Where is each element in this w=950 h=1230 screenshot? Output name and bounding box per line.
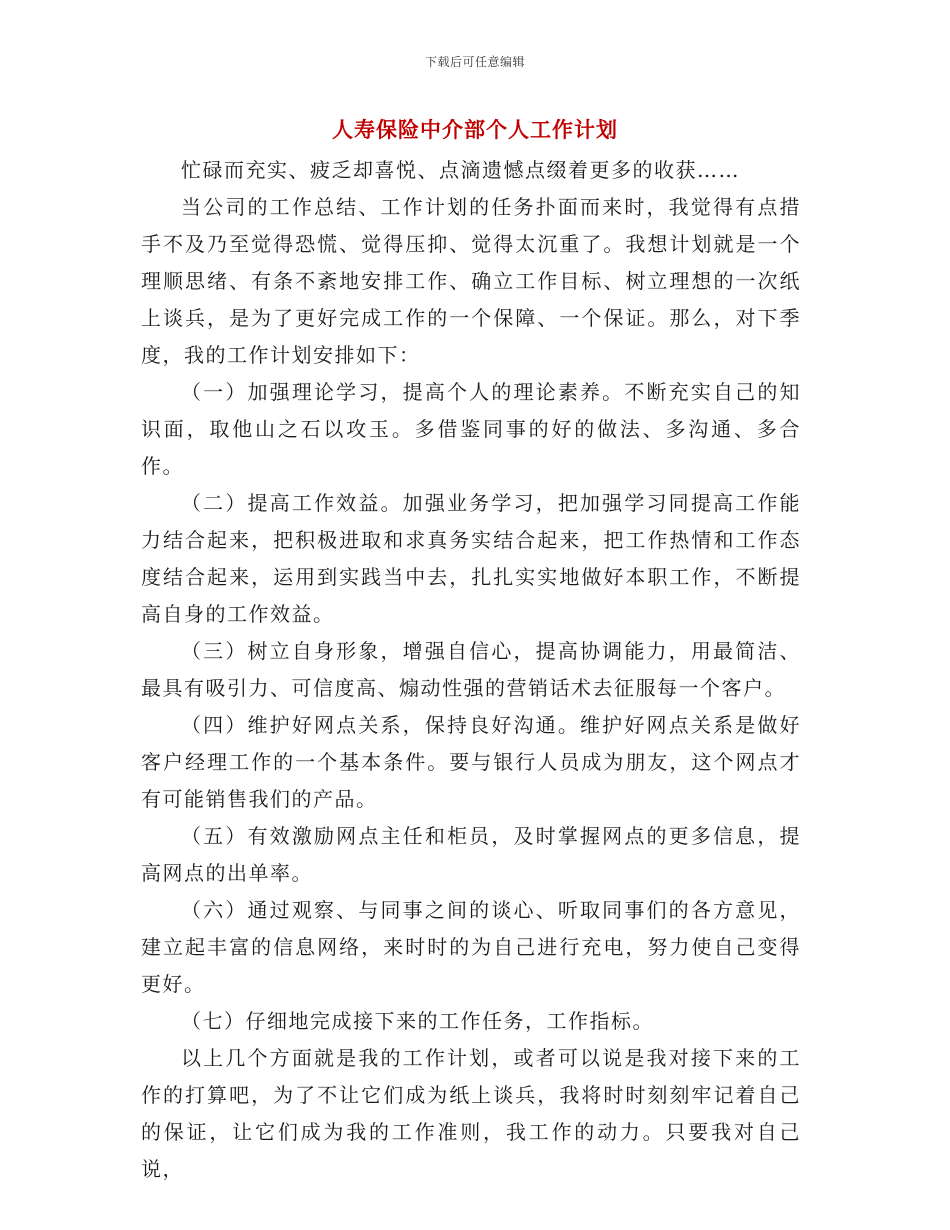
paragraph-background: 当公司的工作总结、工作计划的任务扑面而来时，我觉得有点措手不及乃至觉得恐慌、觉得压抑、觉得太沉重了。我想计划就是一个理顺思绪、有条不紊地安排工作、确立工作目标、树立理想的一次纸上谈兵，是为了更好完成工作的一个保障、一个保证。那么，对下季度，我的工作计划安排如下： (141, 195, 801, 367)
paragraph-item-1: （一）加强理论学习，提高个人的理论素养。不断充实自己的知识面，取他山之石以攻玉。多借鉴同事的好的做法、多沟通、多合作。 (141, 380, 801, 478)
paragraph-item-3: （三）树立自身形象，增强自信心，提高协调能力，用最简洁、最具有吸引力、可信度高、煽动性强的营销话术去征服每一个客户。 (141, 639, 801, 700)
document-body (141, 152, 801, 1188)
paragraph-item-5: （五）有效激励网点主任和柜员，及时掌握网点的更多信息，提高网点的出单率。 (141, 824, 801, 885)
paragraph-item-2: （二）提高工作效益。加强业务学习，把加强学习同提高工作能力结合起来，把积极进取和求真务实结合起来，把工作热情和工作态度结合起来，运用到实践当中去，扎扎实实地做好本职工作，不断提高自身的工作效益。 (141, 491, 801, 626)
paragraph-item-7: （七）仔细地完成接下来的工作任务，工作指标。 (181, 1009, 654, 1033)
document-title: 人寿保险中介部个人工作计划 (332, 117, 618, 142)
paragraph-intro: 忙碌而充实、疲乏却喜悦、点滴遗憾点缀着更多的收获…… (181, 158, 740, 182)
paragraph-conclusion: 以上几个方面就是我的工作计划，或者可以说是我对接下来的工作的打算吧，为了不让它们成为纸上谈兵，我将时时刻刻牢记着自己的保证，让它们成为我的工作准则，我工作的动力。只要我对自己说， (141, 1046, 801, 1181)
header-note: 下载后可任意编辑 (424, 55, 525, 69)
paragraph-item-4: （四）维护好网点关系，保持良好沟通。维护好网点关系是做好客户经理工作的一个基本条件。要与银行人员成为朋友，这个网点才有可能销售我们的产品。 (141, 713, 801, 811)
paragraph-item-6: （六）通过观察、与同事之间的谈心、听取同事们的各方意见，建立起丰富的信息网络，来时时的为自己进行充电，努力使自己变得更好。 (141, 898, 801, 996)
